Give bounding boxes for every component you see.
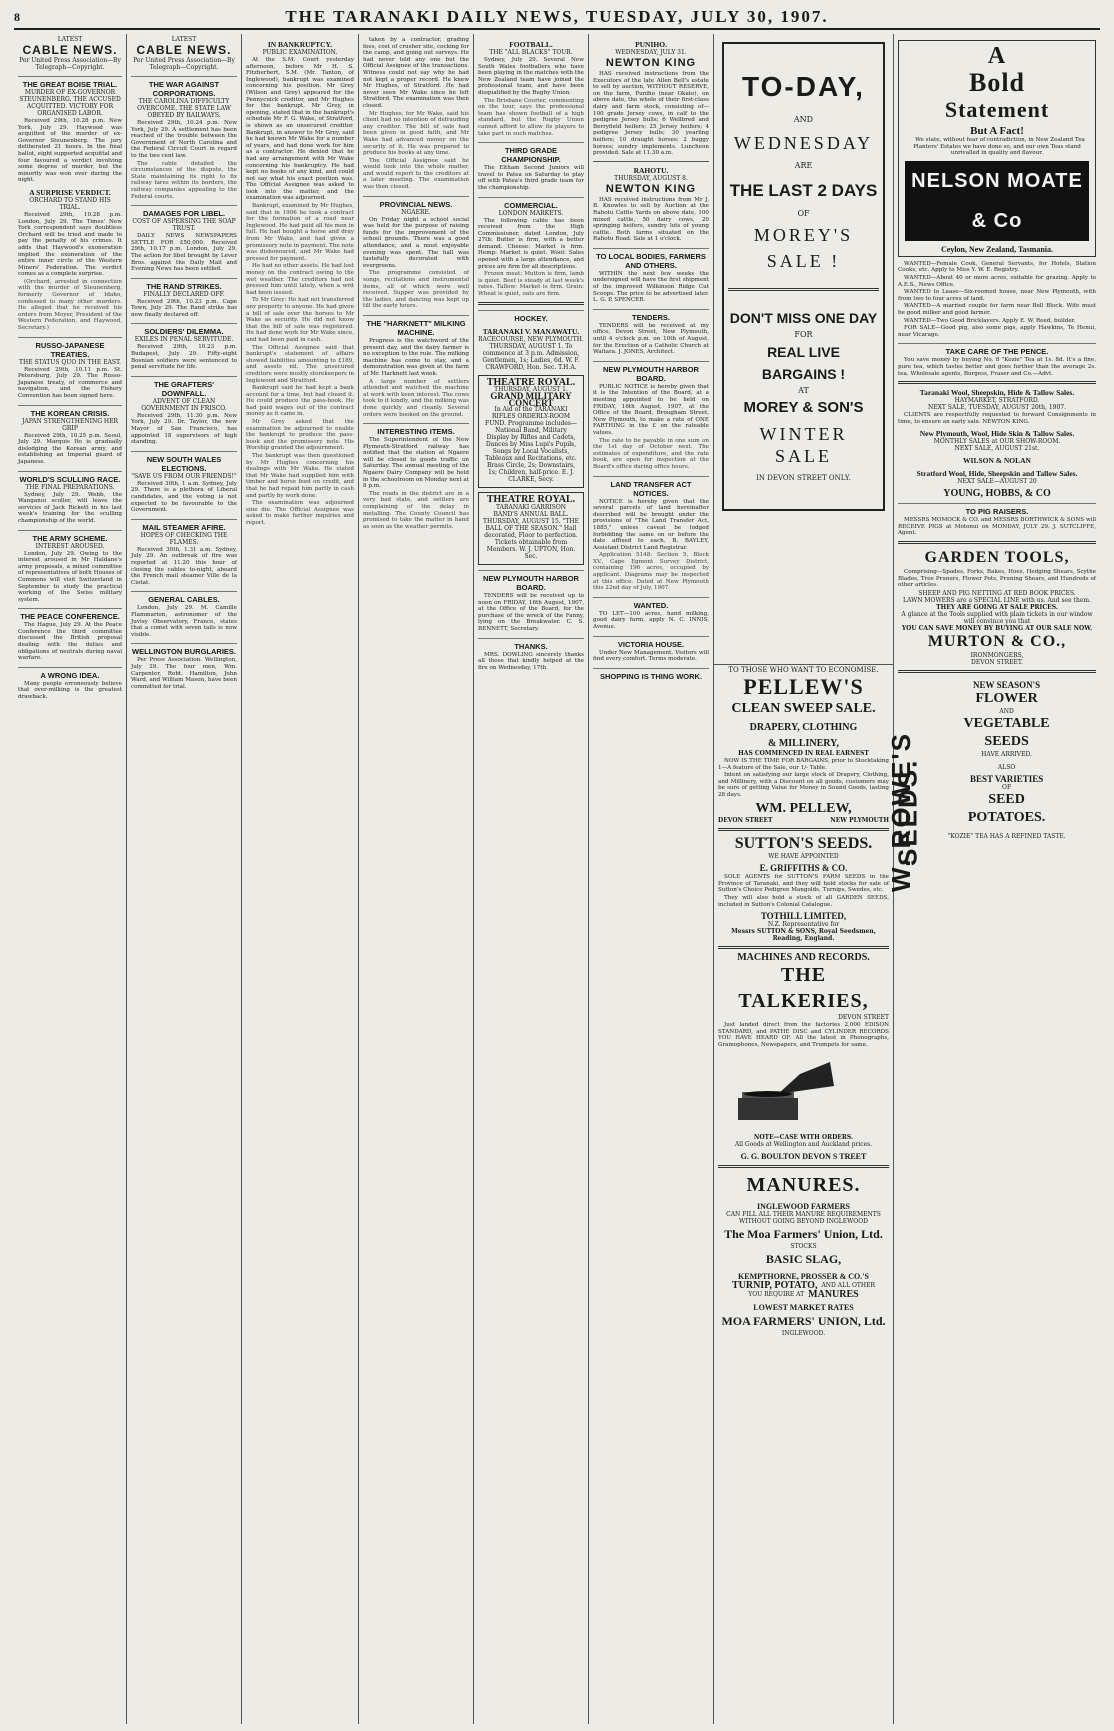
col1-h2-body: Received 29th, 10.28 p.m. London, July 29. The Times' New York correspondent says doubtless Orchard will be tried and made to pay the penalty of his crimes. It adds that Haywood's exoneration implied the exoneration of the entire inner circle of the Western Miners' Federation. The verdict comes as a complete surprise. — [18, 211, 122, 278]
col1-h4b: JAPAN STRENGTHENING HER GRIP — [21, 417, 119, 432]
col2-h6-body: Received 30th, 1 a.m. Sydney, July 29. There is a plethora of Liberal candidates, and the voting is not expected to be favourable to the Government. — [131, 480, 237, 514]
turnip-row — [718, 1281, 889, 1290]
millinery-line: & MILLINERY, — [768, 738, 839, 749]
canfill-line: CAN FILL ALL THEIR MANURE REQUIREMENTS WITHOUT GOING BEYOND INGLEWOOD — [726, 1211, 881, 1226]
col5-h1b: THE "ALL BLACKS" TOUR. — [489, 49, 573, 56]
col8-taranaki-sub: HAYMARKET, STRATFORD. — [954, 397, 1040, 405]
col8-taranaki: Taranaki Wool, Sheepskin, Hide & Tallow Sales. — [919, 388, 1075, 398]
col1-h2b: ORCHARD TO STAND HIS TRIAL. — [29, 196, 111, 211]
col5-filler-2: Frozen meat: Mutton is firm, lamb is quiet. Beef is steady at last week's rates. Tallow: Market is firm. Grain: Wheat is quiet, oats are firm. — [478, 271, 584, 298]
col2-filler-1: The cable detailed the circumstances of the dispute, the State maintaining its right to fix railway fares within its borders, the railway companies appealing to the Federal courts. — [131, 160, 237, 200]
col4-filler-2: The programme consisted of songs, recitations and instrumental items, all of which were well received. Supper was provided by the ladies, and dancing was kept up till the early hours. — [363, 270, 469, 310]
morey-line12: AT — [798, 386, 809, 395]
col4-intro-body: taken by a contractor, grading fees, cost of crusher site, cocking for the camp, and going out surveys. He had never told any one but the Official Assignee of the transactions. Witness could not say why he had not kept a proper record. He knew Mr Hughes, of Stratford. He had never seen Mr Wake since he left Stratford. The examination was then closed. — [363, 37, 469, 109]
col8-nextsale2: NEXT SALE, AUGUST 21st. — [954, 445, 1040, 453]
col4-h1b: NGAERE. — [401, 208, 431, 216]
season7: ALSO — [997, 763, 1016, 771]
talk-note: NOTE—CASE WITH ORDERS. — [753, 1134, 854, 1142]
col2-h4: SOLDIERS' DILEMMA. — [131, 323, 237, 336]
col8-lawn: LAWN MOWERS are a SPECIAL LINE with us. And see them. — [903, 596, 1091, 604]
column-7 — [714, 34, 894, 664]
col2-h5-body: Received 29th, 11.30 p.m. New York, July 29. Dr. Taylor, the new Mayor of San Francisco, has appointed 18 supervisors of high standing. — [131, 412, 237, 446]
col5-h2-body: The Eltham Second Juniors will travel to Patea on Saturday to play off with Patea's third grade team for the championship. — [478, 165, 584, 191]
allother-line: AND ALL OTHER — [821, 1282, 876, 1290]
col1-h6: THE ARMY SCHEME. — [18, 530, 122, 543]
col4-h3-body: The Superintendent of the New Plymouth-Stratford railway has notified that the station at Ngaere will be closed to goods traffic on Saturday. The annual meeting of the Ngaere Dairy Company will be held in the schoolroom on Monday next at 8 p.m. — [363, 437, 469, 490]
clean-sweep-title: CLEAN SWEEP SALE. — [731, 701, 876, 716]
moa-line: The Moa Farmers' Union, Ltd. — [724, 1227, 883, 1242]
talk-body: Just landed direct from the factories 2,000 EDISON STANDARD, and PATHE DISC and CYLINDER RECORDS YOU HAVE HEARD OF. All the latest in Phonographs, Gramophones, Newspapers, and Trumpets for same. — [718, 1022, 889, 1048]
talkeries-devon: DEVON STREET — [838, 1014, 889, 1022]
col2-h9: WELLINGTON BURGLARIES. — [131, 643, 237, 656]
column-4 — [359, 34, 474, 1724]
col8-garden: GARDEN TOOLS, — [924, 549, 1070, 567]
morey-line8: SALE ! — [766, 251, 841, 271]
rowe-seeds-ad — [886, 677, 1096, 947]
col3-h1b: PUBLIC EXAMINATION. — [262, 49, 338, 56]
morey-line4: ARE — [794, 161, 813, 170]
col8-clients: CLIENTS are respectfully requested to forward Consignments in time, to ensure an early sale. NEWTON KING. — [898, 412, 1096, 425]
col6-borough: NEW PLYMOUTH HARBOR BOARD. — [593, 361, 709, 383]
col2-h3b: FINALLY DECLARED OFF. — [143, 290, 225, 298]
col8-divider-1 — [898, 381, 1096, 384]
col6-date2: THURSDAY, AUGUST 8. — [614, 174, 688, 182]
column-3 — [242, 34, 359, 1724]
col2-h2-body: DAILY NEWS NEWSPAPERS SETTLE FOR £50,000. Received 29th, 10.17 p.m. London, July 29. The action for libel brought by Lever Bros. against the Daily Mail and Evening News has been settled. — [131, 233, 237, 273]
bold-a: A — [987, 43, 1007, 69]
col4-filler-1: Mr Hughes, for Mr Wake, said his client had no intention of defrauding any creditor. The bill of sale had been given in good faith, and Mr Wake had advanced money on the security of it. He was prepared to produce his books at any time. The Official Assignee said he would look into the whole matter, and would report to the creditors at a later meeting. The examination was then closed. — [363, 110, 469, 191]
col5-h2: THIRD GRADE CHAMPIONSHIP. — [478, 142, 584, 164]
manures-title: MANURES. — [746, 1174, 861, 1197]
col2-h4-body: Received 29th, 10.23 p.m. Budapest, July 29. Fifty-eight Bosnian soldiers were sentenced to penal servitude for life. — [131, 344, 237, 371]
col5-divider — [478, 302, 584, 305]
col3-h1: IN BANKRUPTCY. — [267, 40, 333, 49]
col8-monthly: MONTHLY SALES at OUR SHOW-ROOM. — [933, 438, 1061, 446]
economise-line: TO THOSE WHO WANT TO ECONOMISE. — [728, 666, 879, 674]
boulton-line: G. G. BOULTON DEVON S TREET — [740, 1152, 867, 1162]
season6: HAVE ARRIVED. — [981, 750, 1033, 758]
col2-h8-body: London, July 29. M. Camille Flammarion, astronomer of the Juvisy Observatory, France, states that a comet with seven tails is now visible. — [131, 605, 237, 638]
col6-wanted: WANTED. — [593, 597, 709, 610]
masthead-title: THE TARANAKI DAILY NEWS, TUESDAY, JULY 30, 1907. — [285, 7, 829, 26]
col2-h6b: "SAVE US FROM OUR FRIENDS!" — [131, 472, 237, 480]
col8-pig-body: MESSRS MOMOCK & CO. and MESSRS BORTHWICK & SONS will RECEIVE PIGS at Motonui on MONDAY, JULY 29. J. SUTCLIFFE, Agent. — [898, 517, 1096, 537]
pellew-title: PELLEW'S — [743, 674, 864, 699]
season2: FLOWER — [975, 690, 1038, 706]
morey-line14: WINTER — [759, 424, 848, 444]
col1-section-title: CABLE NEWS. — [22, 43, 118, 57]
pellew-devon: DEVON STREET — [718, 816, 773, 824]
rowe-text — [917, 677, 1096, 947]
rowe-vertical-title: W. ROWE'S SEEDS. — [886, 731, 923, 892]
season10: SEED — [988, 791, 1025, 807]
bold-fact: But A Fact! — [970, 125, 1024, 137]
theatre1-date: THURSDAY, AUGUST 1. — [494, 386, 568, 394]
col2-h2: DAMAGES FOR LIBEL. — [131, 205, 237, 218]
col6-body2: HAS received instructions from Mr J. B. Knowles to sell by Auction at the Rahotu Cattle Yards on above date, 100 mixed cattle, 50 dairy cows, 20 springing heifers, sundry lots of young cattle. Both farms situated on the Rahotu Road. Sale at 1 o'clock. — [593, 196, 709, 243]
moa2-line: MOA FARMERS' UNION, Ltd. — [721, 1314, 886, 1329]
now-line: NOW IS THE TIME FOR BARGAINS, prior to Stocktaking 1—A feature of the Sale, our 1/- Table. — [718, 758, 889, 771]
col1-h4-body: Received 29th, 10.25 p.m. Seoul, July 29. Marquis Ito is gradually dislodging the Korean army, and establishing an Imperial guard of Japanese. — [18, 432, 122, 465]
col6-notice-body: WITHIN the next few weeks the undersigned will have the first shipment of the improved Wilkinson Ridge Cut Scoops. The price to be advertised later. L. G. P. SPENCER. — [593, 270, 709, 304]
col5-h3b: LONDON MARKETS. — [498, 209, 564, 217]
morey-line15: SALE — [775, 446, 832, 466]
col6-borough-body: PUBLIC NOTICE is hereby given that it is the Intention of the Board, at a meeting appointed to be held on FRIDAY, 16th August, 1907, at the Office of the Board, Brougham Street, New Plymouth, to make a rate of ONE FARTHING in the £ on the rateable values. — [593, 383, 709, 436]
tothill-line: TOTHILL LIMITED, — [760, 911, 847, 922]
commenced-line: HAS COMMENCED IN REAL EARNEST — [738, 750, 869, 757]
col4-filler-4: The roads in the district are in a very bad state, and settlers are complaining of the delay in metalling. The County Council has promised to take the matter in hand as soon as the weather permits. — [363, 490, 469, 530]
col2-h3-body: Received 29th, 10.23 p.m. Cape Town, July 29. The Rand strike has now finally declared off. — [131, 298, 237, 318]
morey-line10: FOR — [794, 330, 813, 339]
col8-wanted5: WANTED—Two Good Bricklayers. Apply E. W. Reed, builder. — [904, 317, 1076, 324]
col8-newplym: New Plymouth, Wool, Hide Skin & Tallow Sales. — [919, 429, 1075, 439]
season5: SEEDS — [984, 733, 1029, 749]
stocks-line: STOCKS — [790, 1243, 817, 1251]
col8-murton-addr: DEVON STREET. — [971, 658, 1023, 666]
kemp-line: KEMPTHORNE, PROSSER & CO.'S — [738, 1272, 869, 1282]
col4-h1-body: On Friday night a school social was held for the purpose of raising funds for the improvement of the school grounds. There was a good attendance, and a most enjoyable evening was spent. The hall was tastefully decorated with evergreens. — [363, 216, 469, 269]
wide-ads — [714, 664, 894, 1724]
col6-kicker2: RAHOTU. — [633, 165, 669, 175]
col8-wanted1: WANTED—Female Cook, General Servants, for Hotels, Station Cooks, etc. Apply to Miss Y. W. E. Registry. — [898, 260, 1096, 274]
nelson-sub: Ceylon, New Zealand, Tasmania. — [940, 244, 1054, 254]
col8-wanted4: WANTED—A married couple for farm near Bell Block. Wife must be good milker and good farmer. — [898, 303, 1096, 316]
col2-h5b: ADVENT OF CLEAN GOVERNMENT IN FRISCO. — [141, 397, 227, 412]
ingle2-line: INGLEWOOD. — [781, 1330, 826, 1338]
col2-h6: NEW SOUTH WALES ELECTIONS. — [131, 451, 237, 473]
col5-thanks-body: MRS. DOWLING sincerely thanks all those that kindly helped at the fire on Wednesday, 17th. — [478, 651, 584, 671]
griffiths-line: E. GRIFFITHS & CO. — [759, 863, 848, 874]
morey-line2: AND — [793, 115, 814, 124]
col1-h4: THE KOREAN CRISIS. — [18, 405, 122, 418]
lowest-line: LOWEST MARKET RATES — [753, 1303, 854, 1313]
col8-wanted2: WANTED—About 40 or more acres, suitable for grazing. Apply to A.E.S., News Office. — [898, 274, 1096, 288]
theatre2-title: THEATRE ROYAL. — [486, 494, 576, 506]
theatre1-title: THEATRE ROYAL. — [486, 376, 576, 388]
col8-murton-sub: IRONMONGERS, — [970, 651, 1024, 659]
suttons-title: SUTTON'S SEEDS. — [734, 835, 873, 853]
page-number: 8 — [14, 9, 20, 24]
bold-statement: Statement — [944, 97, 1050, 122]
season11: POTATOES. — [967, 809, 1046, 825]
sole-line: SOLE AGENTS for SUTTON'S FARM SEEDS in the Province of Taranaki, and they will hold stocks for sale of Sutton's Choice Pedigree Mangolds, Turnips, Swedes, etc. — [718, 874, 889, 894]
season9: OF — [1002, 783, 1012, 791]
col5-h3: COMMERCIAL. — [478, 197, 584, 210]
kozie-line: "KOZIE" TEA HAS A REFINED TASTE. — [947, 832, 1066, 840]
col2-h3: THE RAND STRIKES. — [131, 278, 237, 291]
pellew-newply: NEW PLYMOUTH — [830, 816, 889, 824]
col3-h1-body: At the S.M. Court yesterday afternoon, before Mr H. S. Fitzherbert, S.M. (Mr. Tanton, of Inglewood), bankrupt was examined concerning his position. Mr Grey (Wilson and Grey) appeared for the Pennycuick creditor, and Mr Hughes for the bankrupt. Mr Grey, in opening, stated that in the bankrupt's schedule Mr F. G. Wake, of Stratford, is shown as an unsecured creditor. Bankrupt, in answer to Mr Grey, said he had known Mr Wake for a number of years, and had done work for him as a contractor. He denied that he had any arrangement with Mr Wake concerning his bankruptcy. He had kept no books of any kind, and could not say what his exact position was. The Official Assignee was asked to look into the matter, and the examination was adjourned. — [246, 57, 354, 202]
slag-line: BASIC SLAG, — [765, 1252, 842, 1267]
col5-thanks: THANKS. — [478, 638, 584, 651]
col1-h6b: INTEREST AROUSED. — [35, 542, 105, 550]
col8-nextsale: NEXT SALE, TUESDAY, AUGUST 20th, 1907. — [927, 404, 1067, 412]
col8-garden-body: Comprising—Spades, Forks, Rakes, Hoes, Hedging Shears, Scythe Blades, Tree Pruners, Flower Pots, Pruning Shears, and Hundreds of other articles. — [898, 569, 1096, 589]
col8-murton: MURTON & CO., — [927, 632, 1067, 650]
col4-h3: INTERESTING ITEMS. — [363, 423, 469, 436]
issue-line: Intent on satisfying our large stock of Drapery, Clothing, and Millinery, with a Discount on all goods, customers may be sure of getting Value for Money in Sound Goods, lasting 28 days. — [718, 772, 889, 798]
col6-tenders: TENDERS. — [593, 309, 709, 322]
col1-h8-body: Many people erroneously believe that over-milking is the greatest drawback. — [18, 680, 122, 701]
col6-land: LAND TRANSFER ACT NOTICES. — [593, 476, 709, 498]
theatre2-body: TARANAKI GARRISON BAND'S ANNUAL BALL. THURSDAY, AUGUST 15. "THE BALL OF THE SEASON." Hall decorated, Floor to perfection. Tickets obtainable from Members. W. J. UPTON, Hon. Sec. — [483, 504, 579, 560]
col1-h8: A WRONG IDEA. — [18, 667, 122, 680]
col1-h1-sub: MURDER OF EX-GOVERNOR STEUNENBERG. THE ACCUSED ACQUITTED. VICTORY FOR ORGANISED LABOR. — [19, 89, 121, 117]
col6-body1: HAS received instructions from the Executors of the late Allen Bell's estate to sell by auction, WITHOUT RESERVE, on the farm, Puniho (near Okato), on above date, the whole of their first-class dairy and farm stock, consisting of— 100 grade Jersey cows, in calf to the pedigree Jersey bulls; 6 Wellbred and Berryfield heifers; 25 Jersey heifers; 4 pedigree Jersey bulls; 30 yearling heifers; 10 draught horses; 2 buggy horses; sundry implements. Luncheon provided. Sale at 11.30 a.m. — [593, 71, 709, 157]
col5-h4b: TARANAKI V. MANAWATU. — [482, 326, 580, 336]
col5-h1: FOOTBALL. — [509, 40, 553, 49]
appointed-line: WE HAVE APPOINTED — [768, 853, 839, 861]
col5-h4: HOCKEY. — [478, 310, 584, 323]
col8-wanted3: WANTED to Lease—Six-roomed house, near New Plymouth, with from two to four acres of land. — [898, 289, 1096, 302]
col5-h5-body: TENDERS will be received up to noon on FRIDAY, 16th August, 1907, at the Office of the Board, for the purchase of the wreck of the Fanny, lying on the Breakwater. C. S. BENNETT, Secretary. — [478, 593, 584, 632]
col2-h4b: EXILES IN PENAL SERVITUDE. — [134, 336, 234, 344]
col2-press: Per United Press Association—By Telegraph—Copyright. — [133, 57, 235, 71]
theatre1-body: In Aid of the TARANAKI RIFLES ORDERLY-ROOM FUND. Programme includes—National Band, Military Display by Rifles and Cadets, Dances by Miss Lupi's Pupils, Songs by Local Vocalists, Tableaux and Recitations, etc. Brass Circle, 2s; Downstairs, 1s; Children, half-price. E. J. CLARKE, Secy. — [485, 406, 577, 484]
col1-press: Per United Press Association—By Telegraph—Copyright. — [19, 57, 121, 71]
col8-you: YOU CAN SAVE MONEY BY BUYING AT OUR SALE NOW. — [901, 624, 1093, 632]
divider-1 — [718, 828, 889, 831]
talkeries-title: THE TALKERIES, — [738, 964, 869, 1013]
col4-h2-body: Progress is the watchword of the present day, and the dairy farmer is no exception to the rule. The milking machine has come to stay, and a demonstration was given at the farm of Mr. Harknett last week. — [363, 337, 469, 377]
col8-wilson: WILSON & NOLAN — [963, 456, 1031, 466]
col6-notice: TO LOCAL BODIES, FARMERS AND OTHERS. — [593, 248, 709, 270]
gramophone-illustration — [718, 1056, 838, 1126]
col6-wanted-body: TO LET—100 acres, hand milking, good dairy farm, apply N. C. INNIS, Avenue. — [593, 610, 709, 631]
morey-line13: MOREY & SON'S — [743, 399, 864, 416]
theatre-concert-ad — [478, 375, 584, 489]
morey-sale-ad — [722, 42, 885, 511]
col6-victoria-body: Under New Management. Visitors will find every comfort. Terms moderate. — [593, 649, 709, 663]
turnip-line: TURNIP, POTATO, — [731, 1280, 818, 1292]
col6-tenders-body: TENDERS will be received at my office, Devon Street, New Plymouth, until 4 o'clock p.m. on 10th of August, for the Erection of a Catholic Church at Waitara. J. JONES, Architect. — [593, 322, 709, 356]
col5-h3-body: The following cable has been received from the High Commissioner, dated London, July 27th: Butter is firm, with a better demand. Cheese: Market is firm. Hemp: Market is quiet. Wool: Sales opened with a large attendance, and prices are firm for all descriptions. — [478, 217, 584, 270]
also-line: They will also hold a stock of all GARDEN SEEDS, included in Sutton's Colonial Catalogue. — [718, 894, 889, 908]
col2-h7: MAIL STEAMER AFIRE. — [131, 519, 237, 532]
morey-line1: TO-DAY, — [742, 71, 865, 102]
messrs-line: Messrs SUTTON & SONS, Royal Seedsmen, Reading, England. — [731, 928, 876, 943]
morey-line7: MOREY'S — [753, 225, 854, 245]
col2-h9-body: Per Press Association. Wellington, July 29. The four men, Wm. Carpenter, Robt. Hamilton, John Ward, and William Mason, have been committed for trial. — [131, 657, 237, 690]
col8-forsale: FOR SALE—Good pig, also some pigs, apply Hawkins, Te Henui, near Vicarage. — [898, 325, 1096, 338]
require-line: YOU REQUIRE AT — [748, 1291, 805, 1299]
col2-h8: GENERAL CABLES. — [131, 591, 237, 604]
col8-divider-2 — [898, 541, 1096, 544]
season3: AND — [999, 707, 1014, 715]
theatre1-heading: GRAND MILITARY CONCERT — [490, 391, 572, 408]
col1-h3: RUSSO-JAPANESE TREATIES. — [18, 337, 122, 359]
col2-h1b: THE CAROLINA DIFFICULTY OVERCOME. THE STATE LAW OBEYED BY RAILWAYS. — [137, 98, 231, 119]
col4-h1: PROVINCIAL NEWS. — [363, 196, 469, 209]
pellew-address — [718, 818, 889, 825]
col1-h3-body: Received 29th, 10.11 p.m. St. Petersburg, July 29. The Russo-Japanese treaty, of commerce and navigation, and the Fishery Convention has been signed here. — [18, 366, 122, 399]
col5-h4-body: RACECOURSE, NEW PLYMOUTH. THURSDAY, AUGUST 1. To commence at 3 p.m. Admission, Gentlemen, 1s; Ladies, 6d. W. F. CRAWFORD, Hon. Sec. T.H.A. — [478, 335, 584, 371]
col5-filler-1: The Brisbane Courier, commenting on the tour, says the professional team has shown football of a high standard, but the Rugby Union cannot afford to allow its players to take part in such matches. — [478, 97, 584, 137]
col2-section-title: CABLE NEWS. — [136, 43, 232, 57]
col8-glance: A glance at the Tools supplied with plain tickets in our window will convince you that — [901, 610, 1093, 625]
bold-intro: We state, without fear of contradiction, in New Zealand Tea Planters' Estates we have done so, and our own Teas stand unrivalled in quality and flavour. — [913, 137, 1085, 157]
col2-h5: THE GRAFTERS' DOWNFALL. — [131, 376, 237, 398]
drapery-line: DRAPERY, CLOTHING — [749, 722, 858, 733]
manures2-line: MANURES — [808, 1289, 859, 1301]
column-6 — [589, 34, 714, 1724]
col1-h2: A SURPRISE VERDICT. — [29, 187, 111, 197]
col8-divider-3 — [898, 670, 1096, 673]
col5-h1-body: Sydney, July 29. Several New South Wales footballers who have been playing in the matches with the New Zealand team have joined the professional team, and have been disqualified by the Rugby Union. — [478, 57, 584, 96]
theatre-ball-ad — [478, 492, 584, 565]
col2-h7b: HOPES OF CHECKING THE FLAMES. — [140, 531, 228, 546]
column-5 — [474, 34, 589, 1724]
require-row — [718, 1290, 889, 1299]
divider-2 — [718, 946, 889, 949]
col8-young: YOUNG, HOBBS, & CO — [943, 488, 1051, 500]
talk-foot: All Goods at Wellington and Auckland prices. — [734, 1141, 873, 1149]
col4-h2: THE "HARKNETT" MILKING MACHINE. — [363, 315, 469, 337]
masthead — [14, 6, 1100, 30]
col1-h1-body: Received 29th, 10.28 p.m. New York, July 29. Haywood was acquitted of the murder of ex-Governor Steunenberg. The jury deliberated 21 hours. In the final ballot, eight supported acquittal and four favoured a verdict involving some degree of murder, but the minority was won over during the night. — [18, 118, 122, 184]
divider-3 — [718, 1165, 889, 1168]
bold-statement-ad — [898, 40, 1096, 257]
column-2 — [127, 34, 242, 1724]
col8-sheep: SHEEP AND PIG NETTING AT RED BOOK PRICES. — [918, 589, 1076, 597]
col6-title2: NEWTON KING — [605, 182, 697, 195]
col1-h6-body: London, July 29. Owing to the interest aroused in Mr Haldane's army proposals, a mixed committee of representatives of both Houses of Commons will visit Switzerland in September to study the practical working of the Swiss military system. — [18, 550, 122, 603]
col6-land-body: NOTICE is hereby given that the several parcels of land hereinafter described will be brought under the provisions of "The Land Transfer Act, 1885," unless caveat be lodged forbidding the same on or before the date affixed to each. B. BAYLEY, Assistant District Land Registrar. — [593, 498, 709, 551]
season8: BEST VARIETIES — [969, 773, 1044, 784]
morey-line9: DON'T MISS ONE DAY — [729, 310, 878, 326]
col2-h2b: COST OF ASPERSING THE SOAP TRUST. — [132, 218, 236, 233]
col5-h5: NEW PLYMOUTH HARBOR BOARD. — [478, 570, 584, 592]
col1-h7-body: The Hague, July 29. At the Peace Conference the third committee discussed the British proposal dealing with the duties and obligations of neutrals during naval warfare. — [18, 622, 122, 662]
col2-h7-body: Received 30th, 1.31 a.m. Sydney, July 29. An outbreak of fire was reported at 11.20 this hour of closing the cables to-night, aboard the French mail steamer Ville de la Ciotat. — [131, 546, 237, 586]
col3-filler-text: Bankrupt, examined by Mr Hughes, said that in 1906 he took a contract for the formation of a road near Inglewood. He had paid all his men in full. He had bought a horse and dray from Mr Wake, and had given a promissory note in payment. The note was dishonoured, and Mr Wake had pressed for payment. He had no other assets. He had lost money on the contract owing to the wet weather. The creditors had not pressed him until lately, when a writ had been issued. To Mr Grey: He had not transferred any property to anyone. He had given a bill of sale over the horses to Mr Wake as security. He did not know that the bill of sale was registered. He had done work for Mr Wake since, and had been paid in cash. The Official Assignee said that bankrupt's statement of affairs showed liabilities amounting to £189, and assets nil. The unsecured creditors were mostly storekeepers in Inglewood and Stratford. Bankrupt said he had kept a bank account for a time, but had closed it. He could produce the pass-book. He had paid wages out of the contract money as it came in. Mr Grey asked that the examination be adjourned to enable the bankrupt to produce the pass-book and the promissory note. His Worship granted the adjournment. The bankrupt was then questioned by Mr Hughes concerning his dealings with Mr Wake. He stated that Mr Wake had supplied him with timber and horse feed on credit, and that he had repaid him partly in cash and partly by work done. The examination was adjourned sine die. The Official Assignee was asked to make further inquiries and report. — [246, 203, 354, 526]
column-8 — [886, 34, 1100, 1724]
season4: VEGETABLE — [963, 715, 1050, 731]
col1-kicker: LATEST — [57, 36, 83, 43]
col8-care: TAKE CARE OF THE PENCE. — [898, 343, 1096, 356]
col6-shopping: SHOPPING IS THING WORK. — [593, 668, 709, 681]
col1-h3b: THE STATUS QUO IN THE EAST. — [18, 358, 122, 366]
col2-kicker: LATEST — [171, 36, 197, 43]
morey-line6: OF — [797, 209, 810, 218]
wm-pellew: WM. PELLEW, — [755, 800, 852, 816]
col2-h1: THE WAR AGAINST CORPORATIONS. — [131, 76, 237, 98]
col6-title: NEWTON KING — [605, 57, 697, 69]
morey-line16: IN DEVON STREET ONLY. — [756, 474, 851, 482]
season1: NEW SEASON'S — [973, 679, 1041, 690]
col6-kicker: PUNIHO. — [635, 40, 667, 49]
col8-stratford: Stratford Wool, Hide, Sheepskin and Tallow Sales. — [916, 469, 1078, 479]
col1-h7: THE PEACE CONFERENCE. — [18, 608, 122, 621]
col2-h1-body: Received 29th, 10.24 p.m. New York, July 29. A settlement has been reached of the trouble between the Government of North Carolina and the Federal Circuit Court in regard to the two cent law. — [131, 120, 237, 159]
morey-line3: WEDNESDAY — [733, 133, 874, 153]
nz-line: N.Z. Representative for — [767, 921, 840, 929]
col6-victoria: VICTORIA HOUSE. — [593, 636, 709, 649]
inglewood-line: INGLEWOOD FARMERS — [757, 1202, 850, 1212]
col1-h5b: THE FINAL PREPARATIONS. — [25, 483, 115, 491]
morey-line5: THE LAST 2 DAYS — [729, 181, 878, 200]
col6-date: WEDNESDAY, JULY 31. — [615, 49, 687, 56]
morey-line11: REAL LIVE BARGAINS ! — [761, 344, 846, 382]
col8-they: THEY ARE GOING AT SALE PRICES. — [936, 603, 1058, 611]
col6-rule-1 — [593, 161, 709, 162]
nelson-moate-logo: NELSON MOATE & Co — [905, 161, 1089, 241]
col1-h5: WORLD'S SCULLING RACE. — [18, 471, 122, 484]
col1-filler-text: (Orchard, arrested in connection with the murder of Steunenberg, formerly Governor of Idaho, confessed to many other murders. He alleged that he received his orders from Moyer, President of the Western Federation, and Haywood, Secretary.) — [18, 278, 122, 332]
morey-divider — [728, 288, 879, 291]
col8-care-body: You save money by buying No. 8 "Kozie" Tea at 1s. 8d. It's a fine, pure tea, which tastes better and goes further than the average 2s. tea. Wholesale agents, Burgess, Fraser and Co.—Advt. — [898, 357, 1096, 377]
col8-nextsale3: NEXT SALE—AUGUST 20 — [957, 478, 1037, 486]
col6-filler-1: The rate to be payable in one sum on the 1st day of October next. The estimates of expenditure, and the rate book, are open for inspection at the Board's office during office hours. — [593, 437, 709, 470]
col1-h5-body: Sydney, July 29. Webb, the Wanganui sculler, will leave the services of Jack Rickett in his last week's training for the sculling championship of the world. — [18, 491, 122, 524]
col8-pig: TO PIG RAISERS. — [898, 503, 1096, 516]
col4-filler-3: A large number of settlers attended and watched the machine at work with keen interest. The cows took to it kindly, and the milking was done quickly and cleanly. Several orders were booked on the ground. — [363, 378, 469, 418]
bold-bold: Bold — [968, 68, 1026, 97]
col6-filler-2: Application 5148: Section 5, Block XV., Cape Egmont Survey District, containing 196 acres, occupied by applicant. Diagrams may be inspected at this office. Dated at New Plymouth this 22nd day of July, 1907. — [593, 552, 709, 592]
column-1 — [14, 34, 127, 1724]
col1-h1: THE GREAT BOISE TRIAL. — [18, 76, 122, 89]
machines-line: MACHINES AND RECORDS. — [737, 952, 870, 964]
